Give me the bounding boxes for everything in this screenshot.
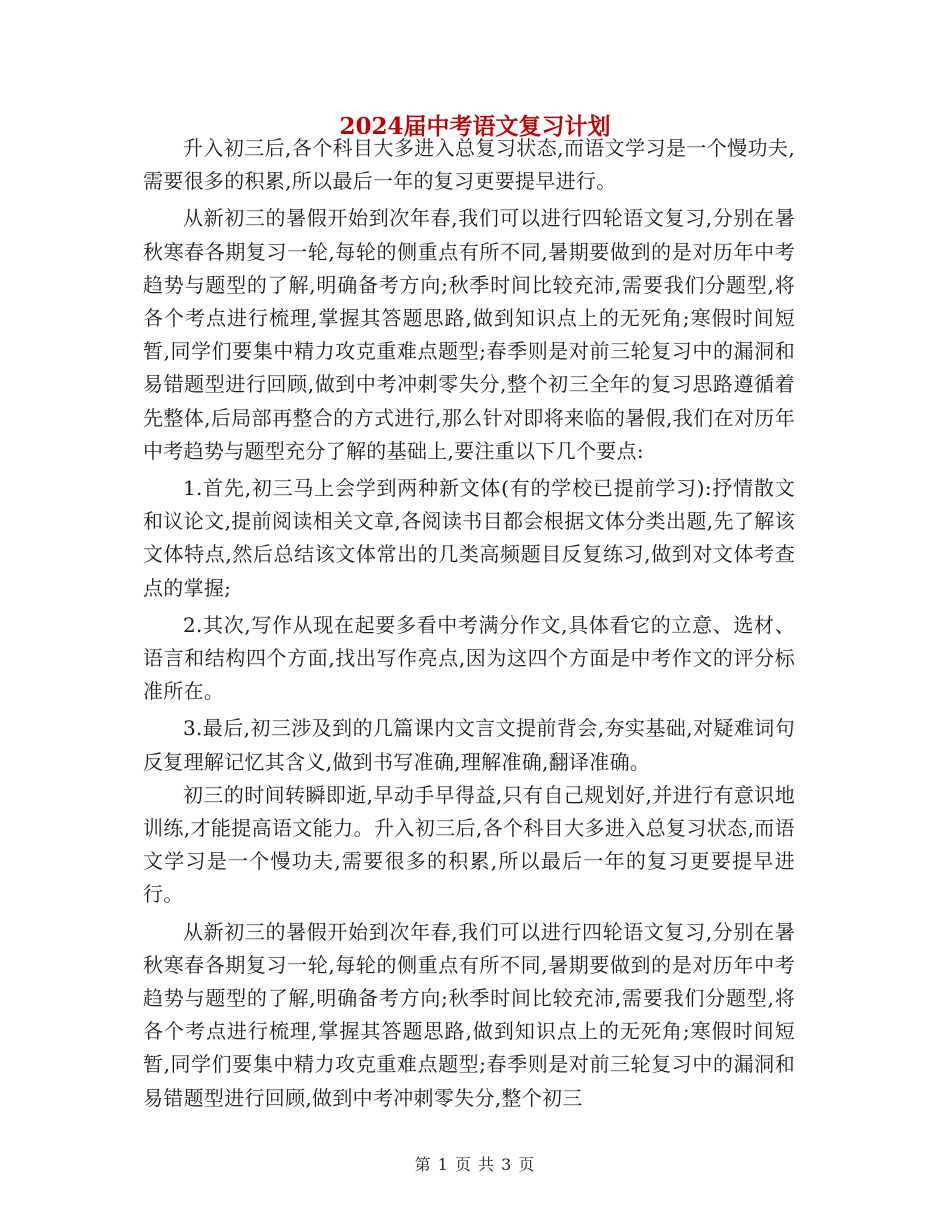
document-title: 2024届中考语文复习计划 [339, 113, 611, 140]
document-body [143, 132, 795, 1115]
paragraph-7: 从新初三的暑假开始到次年春,我们可以进行四轮语文复习,分别在暑秋寒春各期复习一轮,每轮的侧重点有所不同,暑期要做到的是对历年中考趋势与题型的了解,明确备考方向;秋季时间比较充沛,需要我们分题型,将各个考点进行梳理,掌握其答题思路,做到知识点上的无死角;寒假时间短暂,同学们要集中精力攻克重难点题型;春季则是对前三轮复习中的漏洞和易错题型进行回顾,做到中考冲刺零失分,整个初三 [143, 919, 795, 1110]
paragraph-4: 2.其次,写作从现在起要多看中考满分作文,具体看它的立意、选材、语言和结构四个方面,找出写作亮点,因为这四个方面是中考作文的评分标准所在。 [143, 612, 795, 704]
paragraph-1: 升入初三后,各个科目大多进入总复习状态,而语文学习是一个慢功夫,需要很多的积累,所以最后一年的复习更要提早进行。 [143, 136, 795, 194]
paragraph-3: 1.首先,初三马上会学到两种新文体(有的学校已提前学习):抒情散文和议论文,提前阅读相关文章,各阅读书目都会根据文体分类出题,先了解该文体特点,然后总结该文体常出的几类高频题目反复练习,做到对文体考查点的掌握; [143, 476, 795, 600]
page-footer: 第 1 页 共 3 页 [414, 1155, 536, 1174]
paragraph-5: 3.最后,初三涉及到的几篇课内文言文提前背会,夯实基础,对疑难词句反复理解记忆其含义,做到书写准确,理解准确,翻译准确。 [143, 716, 795, 774]
paragraph-6: 初三的时间转瞬即逝,早动手早得益,只有自己规划好,并进行有意识地训练,才能提高语文能力。升入初三后,各个科目大多进入总复习状态,而语文学习是一个慢功夫,需要很多的积累,所以最后一年的复习更要提早进行。 [143, 782, 795, 907]
paragraph-2: 从新初三的暑假开始到次年春,我们可以进行四轮语文复习,分别在暑秋寒春各期复习一轮,每轮的侧重点有所不同,暑期要做到的是对历年中考趋势与题型的了解,明确备考方向;秋季时间比较充沛,需要我们分题型,将各个考点进行梳理,掌握其答题思路,做到知识点上的无死角;寒假时间短暂,同学们要集中精力攻克重难点题型;春季则是对前三轮复习中的漏洞和易错题型进行回顾,做到中考冲刺零失分,整个初三全年的复习思路遵循着先整体,后局部再整合的方式进行,那么针对即将来临的暑假,我们在对历年中考趋势与题型充分了解的基础上,要注重以下几个要点: [143, 206, 795, 463]
